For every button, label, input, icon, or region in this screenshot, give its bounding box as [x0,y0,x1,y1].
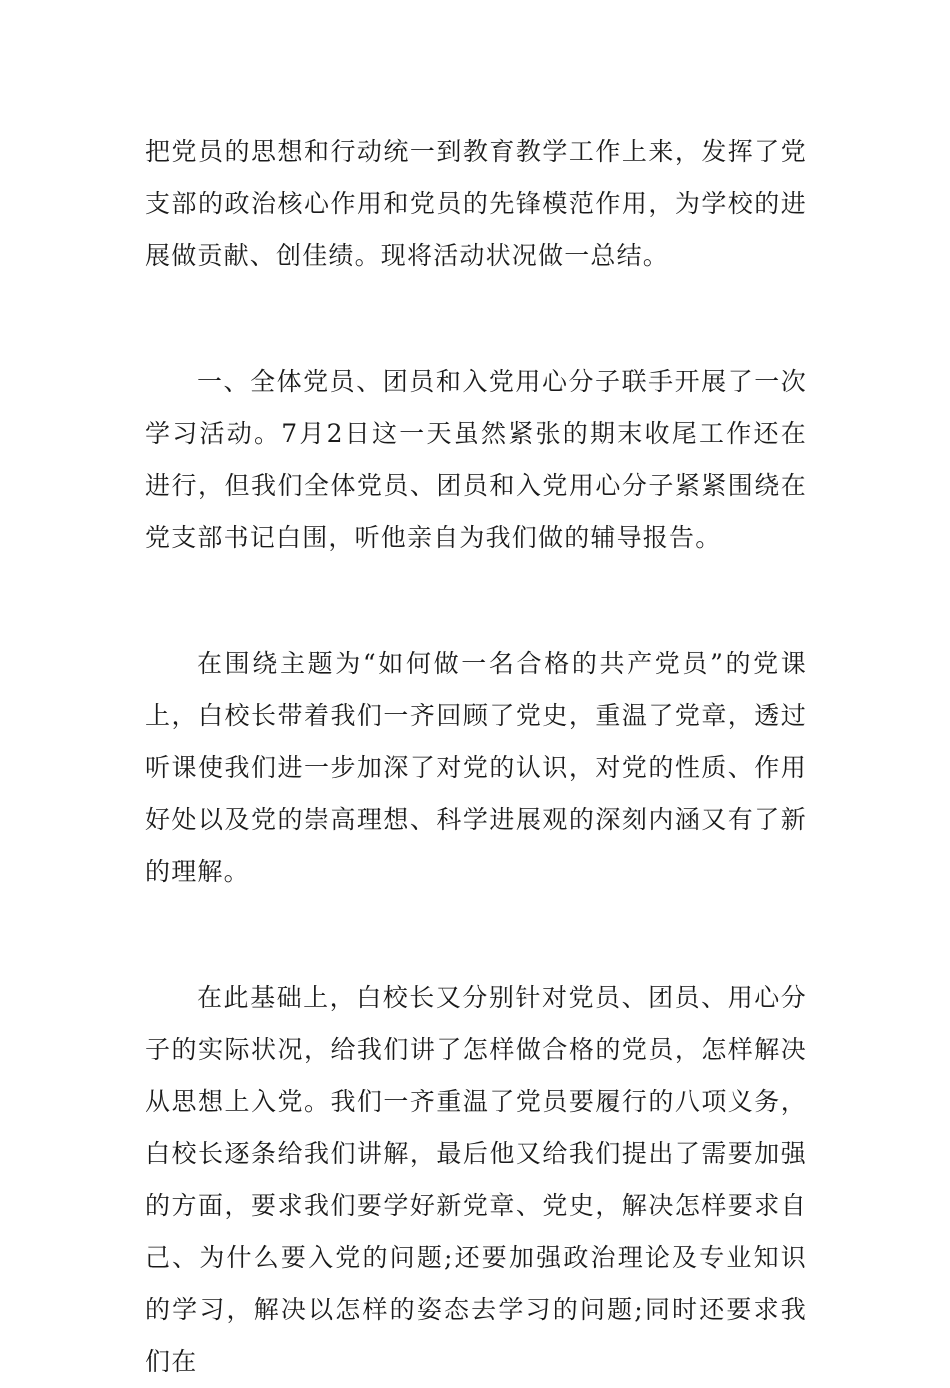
paragraph-1: 把党员的思想和行动统一到教育教学工作上来，发挥了党支部的政治核心作用和党员的先锋模范作用，为学校的进展做贡献、创佳绩。现将活动状况做一总结。 [145,137,807,270]
paragraph-spacer [145,898,807,972]
paragraph-2: 一、全体党员、团员和入党用心分子联手开展了一次学习活动。7月2日这一天虽然紧张的期末收尾工作还在进行，但我们全体党员、团员和入党用心分子紧紧围绕在党支部书记白围，听他亲自为我们做的辅导报告。 [145,367,807,552]
document-body [145,126,807,1388]
paragraph-spacer [145,564,807,638]
paragraph-3: 在围绕主题为“如何做一名合格的共产党员”的党课上，白校长带着我们一齐回顾了党史，重温了党章，透过听课使我们进一步加深了对党的认识，对党的性质、作用好处以及党的崇高理想、科学进展观的深刻内涵又有了新的理解。 [145,649,807,886]
paragraph-4: 在此基础上，白校长又分别针对党员、团员、用心分子的实际状况，给我们讲了怎样做合格的党员，怎样解决从思想上入党。我们一齐重温了党员要履行的八项义务，白校长逐条给我们讲解，最后他又给我们提出了需要加强的方面，要求我们要学好新党章、党史，解决怎样要求自己、为什么要入党的问题;还要加强政治理论及专业知识的学习，解决以怎样的姿态去学习的问题;同时还要求我们在 [145,983,807,1376]
paragraph-spacer [145,282,807,356]
